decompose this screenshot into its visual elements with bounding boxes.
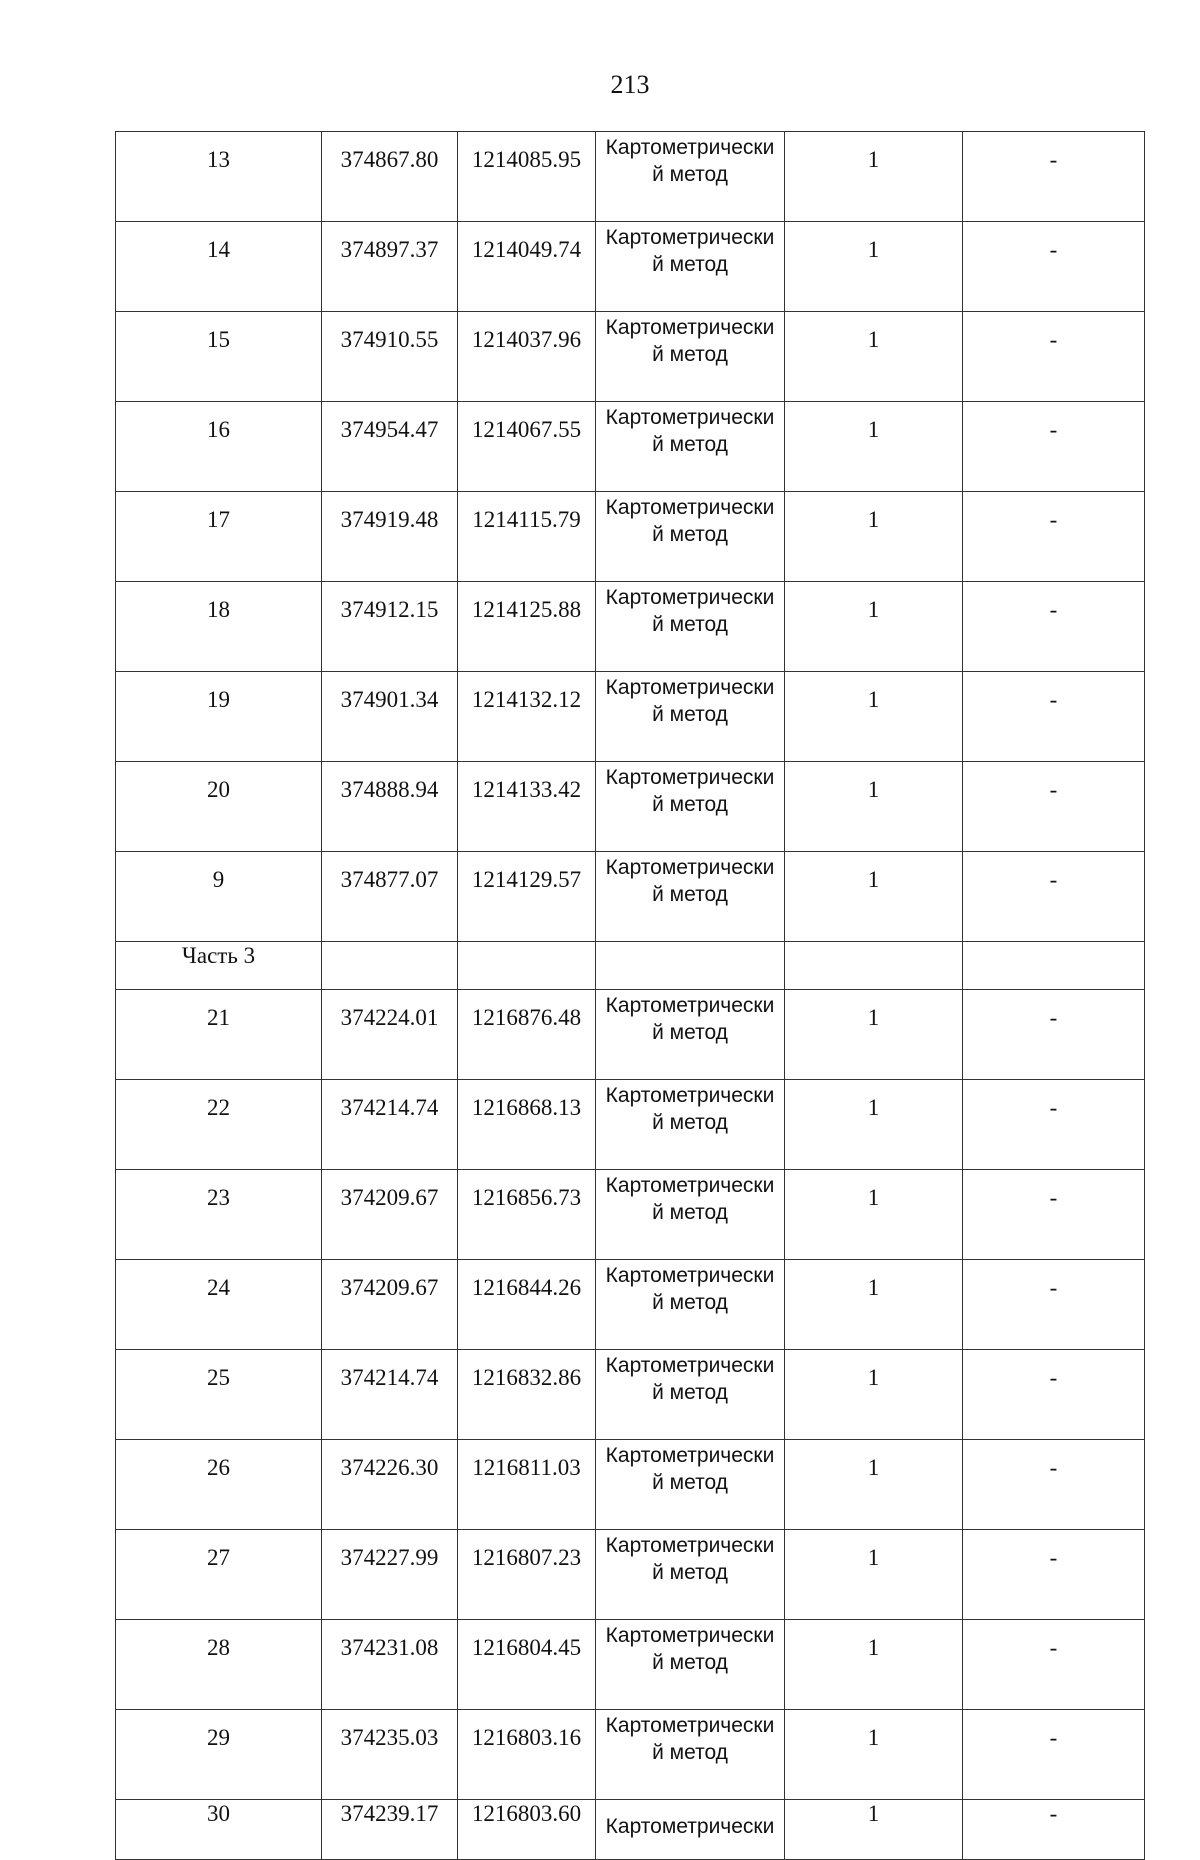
- point-number-cell: 13: [116, 132, 322, 222]
- x-coordinate-cell: 374954.47: [322, 402, 458, 492]
- accuracy-cell: 1: [785, 1440, 963, 1530]
- x-coordinate-cell: 374912.15: [322, 582, 458, 672]
- method-cell: [596, 990, 785, 1080]
- empty-cell: [963, 942, 1145, 990]
- method-line-1: Картометрически: [605, 1624, 775, 1647]
- method-cell: [596, 1440, 785, 1530]
- point-number-cell: 30: [116, 1800, 322, 1860]
- accuracy-cell: 1: [785, 312, 963, 402]
- point-number-cell: 15: [116, 312, 322, 402]
- x-coordinate-cell: 374227.99: [322, 1530, 458, 1620]
- point-number-cell: 24: [116, 1260, 322, 1350]
- method-cell: Картометрически: [596, 1800, 785, 1860]
- method-line-1: Картометрически: [605, 1444, 775, 1467]
- x-coordinate-cell: 374897.37: [322, 222, 458, 312]
- method-cell: [596, 1260, 785, 1350]
- table-row: [116, 222, 1145, 312]
- point-number-cell: 22: [116, 1080, 322, 1170]
- note-cell: -: [963, 1440, 1145, 1530]
- method-line-2: й метод: [652, 1111, 728, 1134]
- table-row: [116, 1170, 1145, 1260]
- table-row: [116, 762, 1145, 852]
- x-coordinate-cell: 374214.74: [322, 1350, 458, 1440]
- method-line-1: Картометрически: [605, 856, 775, 879]
- table-row: [116, 492, 1145, 582]
- method-line-1: Картометрически: [605, 496, 775, 519]
- table-row: [116, 1080, 1145, 1170]
- accuracy-cell: 1: [785, 582, 963, 672]
- table-row: [116, 672, 1145, 762]
- note-cell: -: [963, 402, 1145, 492]
- x-coordinate-cell: 374901.34: [322, 672, 458, 762]
- table-row: [116, 852, 1145, 942]
- y-coordinate-cell: 1216803.60: [458, 1800, 596, 1860]
- y-coordinate-cell: 1214085.95: [458, 132, 596, 222]
- note-cell: -: [963, 582, 1145, 672]
- accuracy-cell: 1: [785, 1620, 963, 1710]
- note-cell: -: [963, 1710, 1145, 1800]
- method-line-2: й метод: [652, 433, 728, 456]
- y-coordinate-cell: 1216803.16: [458, 1710, 596, 1800]
- method-line-1: Картометрически: [605, 406, 775, 429]
- accuracy-cell: 1: [785, 1800, 963, 1860]
- x-coordinate-cell: 374877.07: [322, 852, 458, 942]
- coordinates-table-body: [116, 132, 1145, 1860]
- accuracy-cell: 1: [785, 1350, 963, 1440]
- x-coordinate-cell: 374226.30: [322, 1440, 458, 1530]
- y-coordinate-cell: 1216832.86: [458, 1350, 596, 1440]
- point-number-cell: 17: [116, 492, 322, 582]
- y-coordinate-cell: 1216876.48: [458, 990, 596, 1080]
- method-cell: [596, 1350, 785, 1440]
- table-row: [116, 582, 1145, 672]
- note-cell: -: [963, 312, 1145, 402]
- method-line-2: й метод: [652, 1651, 728, 1674]
- method-cell: [596, 852, 785, 942]
- y-coordinate-cell: 1216804.45: [458, 1620, 596, 1710]
- method-line-2: й метод: [652, 343, 728, 366]
- method-cell: [596, 312, 785, 402]
- y-coordinate-cell: 1214037.96: [458, 312, 596, 402]
- table-row: [116, 1710, 1145, 1800]
- point-number-cell: 29: [116, 1710, 322, 1800]
- method-cell: [596, 1620, 785, 1710]
- table-row: [116, 1530, 1145, 1620]
- x-coordinate-cell: 374910.55: [322, 312, 458, 402]
- note-cell: -: [963, 222, 1145, 312]
- method-line-1: Картометрически: [605, 1354, 775, 1377]
- coordinates-table: [115, 131, 1145, 1860]
- point-number-cell: 16: [116, 402, 322, 492]
- table-row: [116, 1800, 1145, 1860]
- note-cell: -: [963, 1620, 1145, 1710]
- method-line-2: й метод: [652, 1201, 728, 1224]
- y-coordinate-cell: 1214133.42: [458, 762, 596, 852]
- method-line-2: й метод: [652, 1561, 728, 1584]
- y-coordinate-cell: 1214115.79: [458, 492, 596, 582]
- note-cell: -: [963, 1350, 1145, 1440]
- point-number-cell: 21: [116, 990, 322, 1080]
- method-line-2: й метод: [652, 1471, 728, 1494]
- accuracy-cell: 1: [785, 852, 963, 942]
- method-line-2: й метод: [652, 793, 728, 816]
- accuracy-cell: 1: [785, 132, 963, 222]
- point-number-cell: 25: [116, 1350, 322, 1440]
- empty-cell: [322, 942, 458, 990]
- x-coordinate-cell: 374919.48: [322, 492, 458, 582]
- x-coordinate-cell: 374231.08: [322, 1620, 458, 1710]
- accuracy-cell: 1: [785, 222, 963, 312]
- y-coordinate-cell: 1216856.73: [458, 1170, 596, 1260]
- y-coordinate-cell: 1216807.23: [458, 1530, 596, 1620]
- method-cell: [596, 222, 785, 312]
- method-cell: [596, 1710, 785, 1800]
- note-cell: -: [963, 132, 1145, 222]
- method-cell: [596, 402, 785, 492]
- note-cell: -: [963, 762, 1145, 852]
- method-line-1: Картометрически: [605, 676, 775, 699]
- method-line-1: Картометрически: [605, 1174, 775, 1197]
- note-cell: -: [963, 1530, 1145, 1620]
- note-cell: -: [963, 1080, 1145, 1170]
- method-cell: [596, 492, 785, 582]
- accuracy-cell: 1: [785, 762, 963, 852]
- y-coordinate-cell: 1214067.55: [458, 402, 596, 492]
- table-row: [116, 312, 1145, 402]
- note-cell: -: [963, 672, 1145, 762]
- point-number-cell: 18: [116, 582, 322, 672]
- x-coordinate-cell: 374888.94: [322, 762, 458, 852]
- method-line-2: й метод: [652, 883, 728, 906]
- method-line-2: й метод: [652, 253, 728, 276]
- point-number-cell: 9: [116, 852, 322, 942]
- section-label: Часть 3: [116, 942, 322, 990]
- y-coordinate-cell: 1216811.03: [458, 1440, 596, 1530]
- y-coordinate-cell: 1214129.57: [458, 852, 596, 942]
- note-cell: -: [963, 1260, 1145, 1350]
- method-line-1: Картометрически: [605, 1534, 775, 1557]
- method-cell: [596, 762, 785, 852]
- method-line-1: Картометрически: [605, 994, 775, 1017]
- table-row: [116, 1440, 1145, 1530]
- method-cell: [596, 582, 785, 672]
- note-cell: -: [963, 492, 1145, 582]
- y-coordinate-cell: 1214049.74: [458, 222, 596, 312]
- method-line-2: й метод: [652, 703, 728, 726]
- empty-cell: [458, 942, 596, 990]
- method-cell: [596, 1530, 785, 1620]
- accuracy-cell: 1: [785, 1260, 963, 1350]
- table-row: [116, 402, 1145, 492]
- section-row: [116, 942, 1145, 990]
- x-coordinate-cell: 374235.03: [322, 1710, 458, 1800]
- point-number-cell: 14: [116, 222, 322, 312]
- accuracy-cell: 1: [785, 1170, 963, 1260]
- accuracy-cell: 1: [785, 492, 963, 582]
- y-coordinate-cell: 1216868.13: [458, 1080, 596, 1170]
- x-coordinate-cell: 374224.01: [322, 990, 458, 1080]
- table-row: [116, 132, 1145, 222]
- empty-cell: [785, 942, 963, 990]
- method-line-2: й метод: [652, 1291, 728, 1314]
- method-line-2: й метод: [652, 1381, 728, 1404]
- x-coordinate-cell: 374867.80: [322, 132, 458, 222]
- point-number-cell: 26: [116, 1440, 322, 1530]
- x-coordinate-cell: 374214.74: [322, 1080, 458, 1170]
- table-row: [116, 1350, 1145, 1440]
- point-number-cell: 23: [116, 1170, 322, 1260]
- accuracy-cell: 1: [785, 1710, 963, 1800]
- point-number-cell: 27: [116, 1530, 322, 1620]
- point-number-cell: 28: [116, 1620, 322, 1710]
- point-number-cell: 20: [116, 762, 322, 852]
- method-line-2: й метод: [652, 523, 728, 546]
- method-line-2: й метод: [652, 1741, 728, 1764]
- method-line-1: Картометрически: [605, 766, 775, 789]
- table-row: [116, 1260, 1145, 1350]
- method-cell: [596, 1080, 785, 1170]
- y-coordinate-cell: 1216844.26: [458, 1260, 596, 1350]
- page-number: 213: [610, 70, 650, 99]
- method-line-2: й метод: [652, 1021, 728, 1044]
- accuracy-cell: 1: [785, 402, 963, 492]
- method-line-1: Картометрически: [605, 586, 775, 609]
- table-row: [116, 990, 1145, 1080]
- empty-cell: [596, 942, 785, 990]
- table-row: [116, 1620, 1145, 1710]
- method-cell: [596, 1170, 785, 1260]
- x-coordinate-cell: 374209.67: [322, 1260, 458, 1350]
- note-cell: -: [963, 990, 1145, 1080]
- note-cell: -: [963, 1170, 1145, 1260]
- x-coordinate-cell: 374239.17: [322, 1800, 458, 1860]
- note-cell: -: [963, 1800, 1145, 1860]
- method-line-1: Картометрически: [605, 136, 775, 159]
- accuracy-cell: 1: [785, 1080, 963, 1170]
- y-coordinate-cell: 1214132.12: [458, 672, 596, 762]
- accuracy-cell: 1: [785, 1530, 963, 1620]
- method-line-2: й метод: [652, 613, 728, 636]
- method-line-1: Картометрически: [605, 316, 775, 339]
- method-line-2: й метод: [652, 163, 728, 186]
- point-number-cell: 19: [116, 672, 322, 762]
- method-line-1: Картометрически: [605, 1084, 775, 1107]
- y-coordinate-cell: 1214125.88: [458, 582, 596, 672]
- method-line-1: Картометрически: [605, 226, 775, 249]
- method-line-1: Картометрически: [605, 1714, 775, 1737]
- method-cell: [596, 132, 785, 222]
- accuracy-cell: 1: [785, 672, 963, 762]
- x-coordinate-cell: 374209.67: [322, 1170, 458, 1260]
- method-line-1: Картометрически: [605, 1264, 775, 1287]
- note-cell: -: [963, 852, 1145, 942]
- method-cell: [596, 672, 785, 762]
- accuracy-cell: 1: [785, 990, 963, 1080]
